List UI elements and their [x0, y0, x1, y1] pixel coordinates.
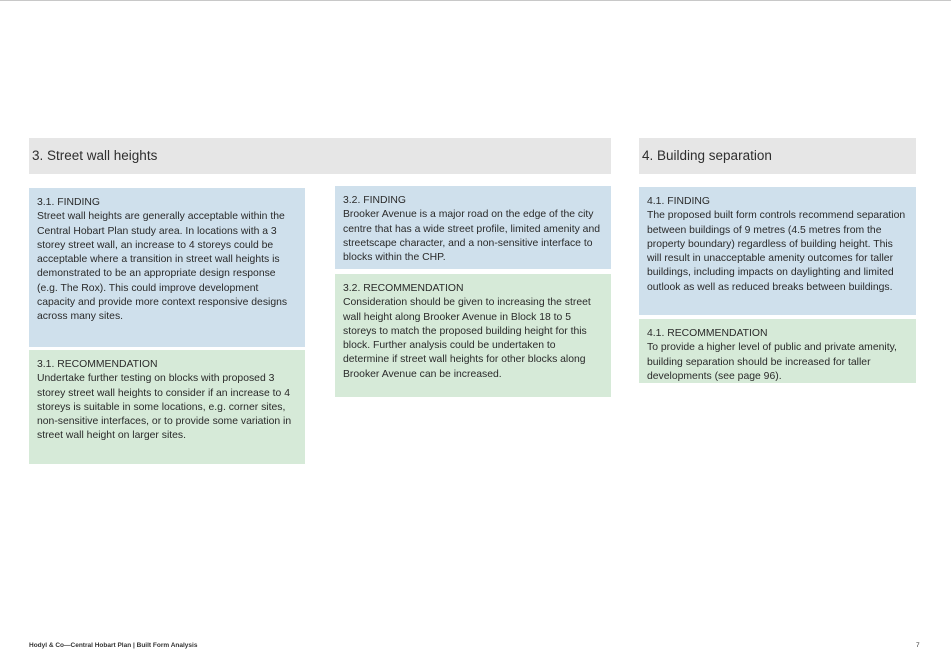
finding-label: 3.1. FINDING: [37, 197, 100, 208]
recommendation-body: Undertake further testing on blocks with proposed 3 storey street wall heights to consider if an increase to 4 storeys is suitable in some locations, e.g. corner sites, non-sensitive interfaces, or to provide some variation in street wall height on larger sites.: [37, 373, 292, 442]
finding-3-2: [335, 186, 611, 269]
recommendation-body: Consideration should be given to increasing the street wall height along Brooker Avenue in Block 18 to 5 storeys to match the proposed building height for this block. Further analysis could be undertaken to determine if street wall heights for other blocks along Brooker Avenue can be increased.: [343, 297, 591, 380]
recommendation-label: 4.1. RECOMMENDATION: [647, 328, 768, 339]
top-rule: [0, 0, 951, 1]
section-header-street-wall-heights: 3. Street wall heights: [29, 138, 611, 174]
footer-document-title: Hodyl & Co—Central Hobart Plan | Built Form Analysis: [29, 642, 198, 649]
footer-page-number: 7: [916, 642, 920, 649]
recommendation-4-1: [639, 319, 916, 383]
recommendation-3-1: [29, 350, 305, 464]
finding-label: 3.2. FINDING: [343, 195, 406, 206]
finding-4-1: [639, 187, 916, 315]
section-header-building-separation: 4. Building separation: [639, 138, 916, 174]
finding-label: 4.1. FINDING: [647, 196, 710, 207]
recommendation-label: 3.2. RECOMMENDATION: [343, 283, 464, 294]
recommendation-label: 3.1. RECOMMENDATION: [37, 359, 158, 370]
finding-body: Brooker Avenue is a major road on the edge of the city centre that has a wide street profile, limited amenity and streetscape character, and a non-sensitive interface to blocks within the CHP.: [343, 209, 601, 264]
recommendation-body: To provide a higher level of public and private amenity, building separation should be increased for taller developments (see page 96).: [647, 342, 897, 382]
finding-body: The proposed built form controls recommend separation between buildings of 9 metres (4.5 metres from the property boundary) regardless of building height. This will result in unacceptable amenity outcomes for taller buildings, including impacts on daylighting and limited outlook as well as reduced breaks between buildings.: [647, 210, 906, 293]
finding-body: Street wall heights are generally acceptable within the Central Hobart Plan study area. In locations with a 3 storey street wall, an increase to 4 storeys could be acceptable where a transition in street wall heights is demonstrated to be an appropriate design response (e.g. The Rox). This could improve development capacity and provide more context responsive designs across many sites.: [37, 211, 288, 323]
finding-3-1: [29, 188, 305, 347]
recommendation-3-2: [335, 274, 611, 397]
